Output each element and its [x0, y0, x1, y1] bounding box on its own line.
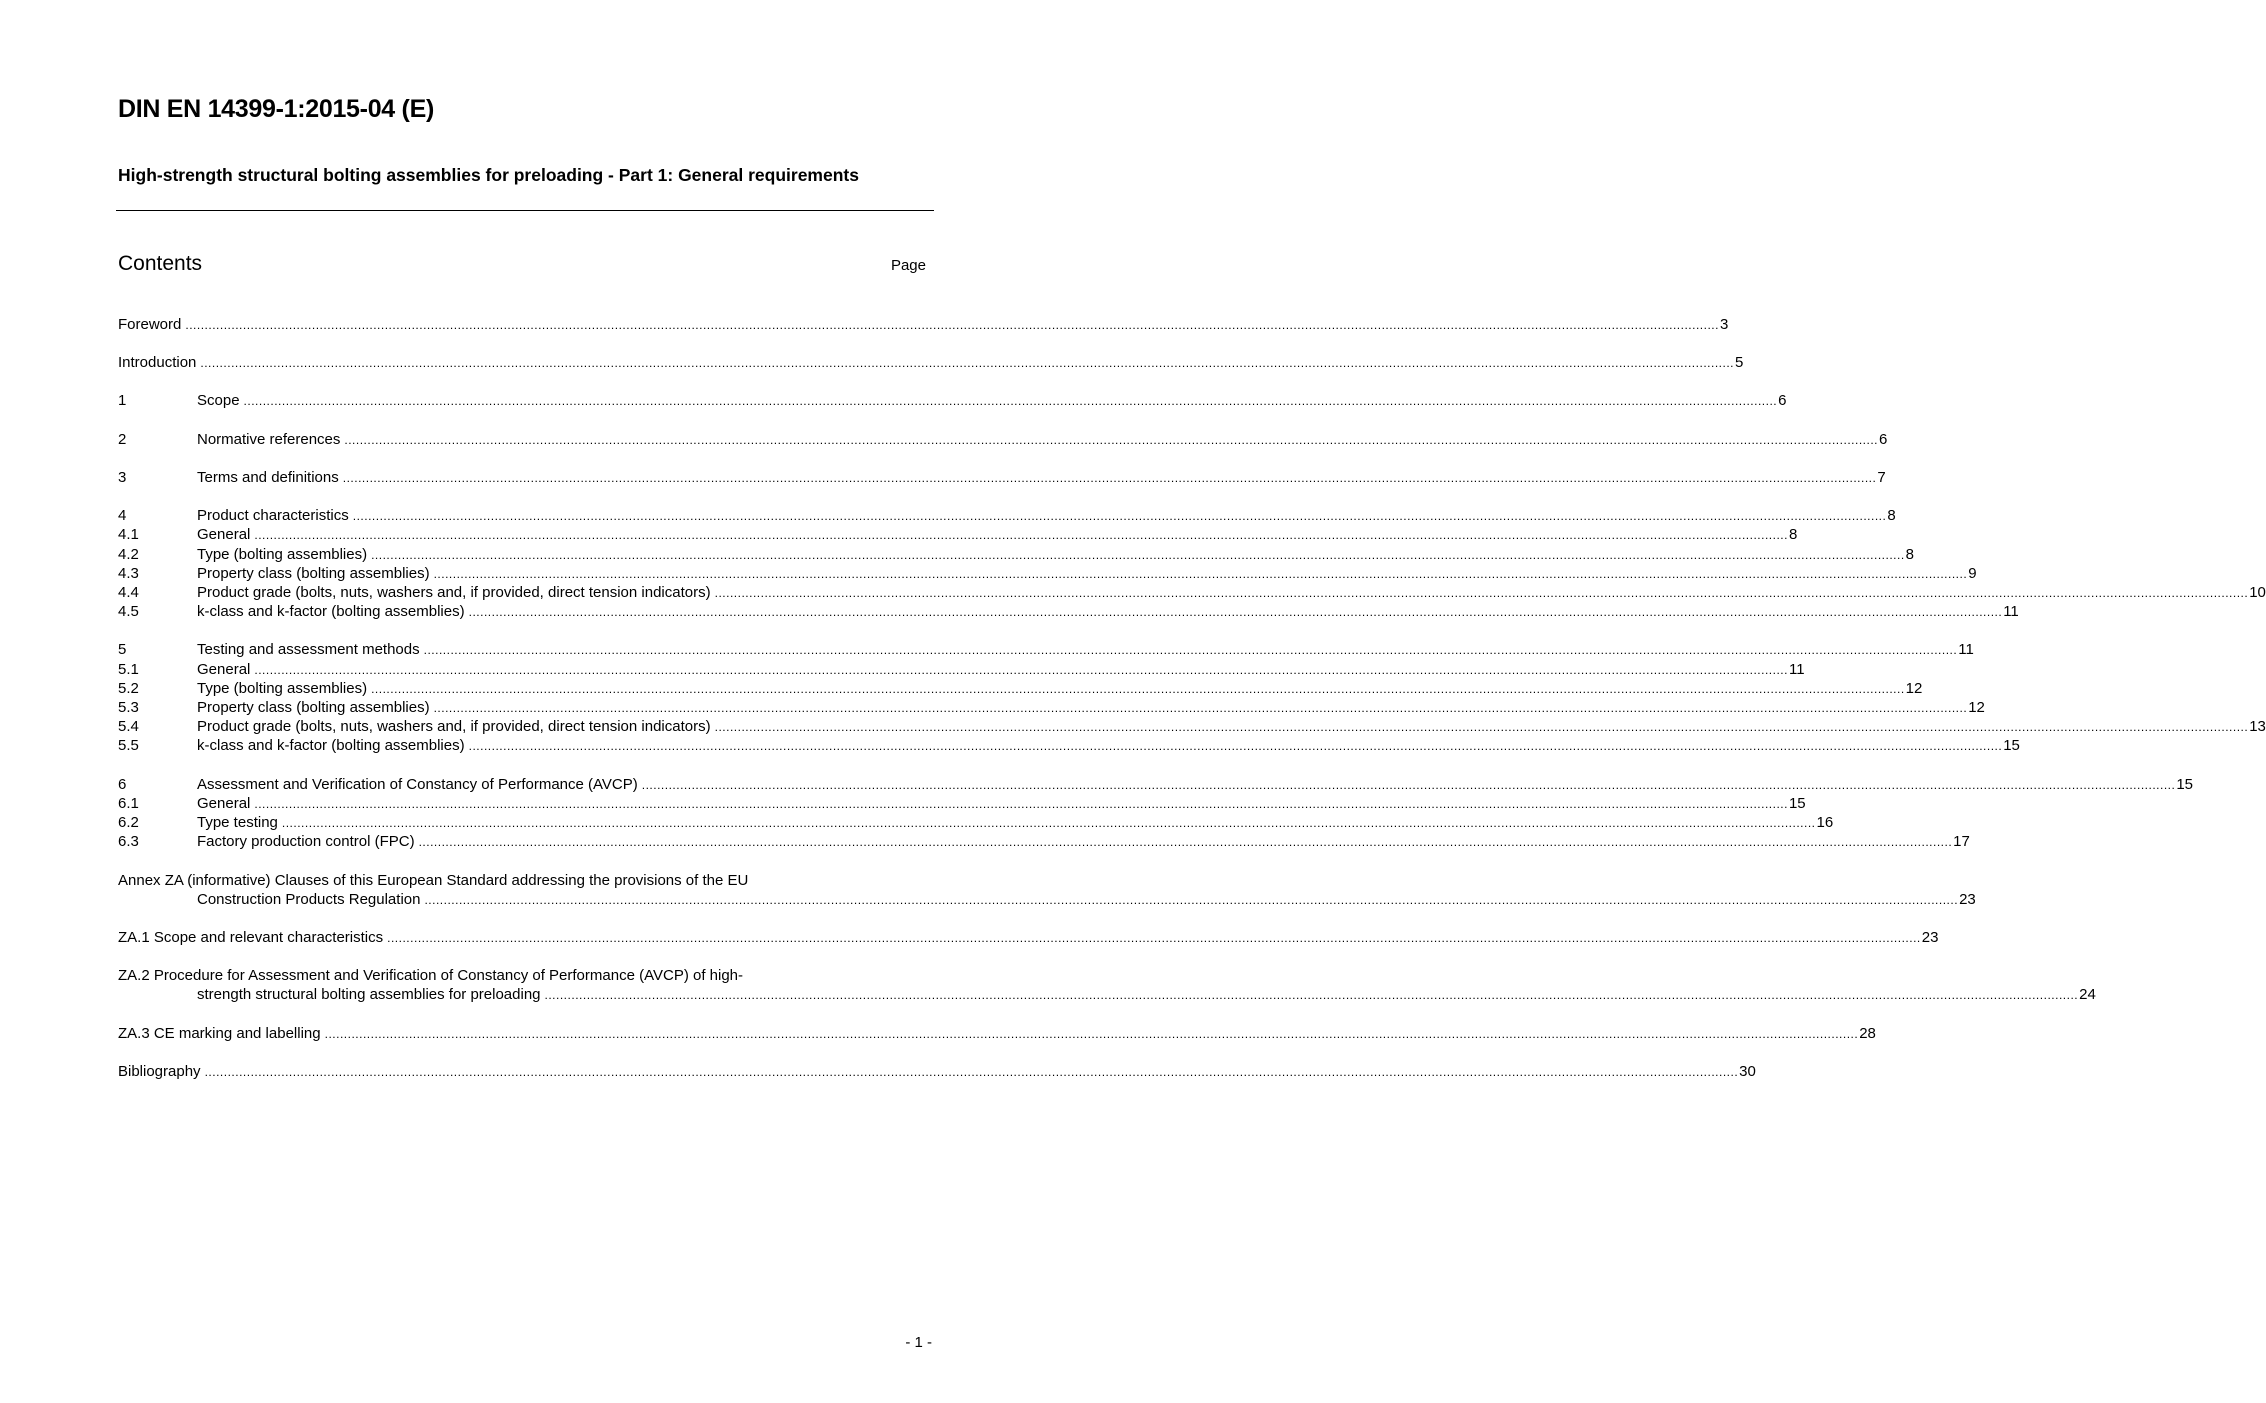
toc-entry-page: 3 [1719, 316, 1729, 333]
toc-entry-number: 5.5 [118, 737, 139, 754]
toc-entry-number: 4.2 [118, 546, 139, 563]
toc-leader-dots: ................................................................................................................................................................................................................................................................................................................................................................................................................ [344, 433, 1878, 447]
toc-entry-line [197, 698, 1985, 718]
toc-entry-line [118, 1062, 1756, 1082]
toc-entry-page: 24 [2079, 986, 2096, 1003]
toc-entry[interactable] [118, 679, 1923, 698]
toc-entry-line [118, 928, 1939, 948]
toc-entry-title: Construction Products Regulation [197, 890, 424, 909]
toc-entry[interactable] [118, 430, 1888, 449]
toc-entry-number: 4 [118, 507, 127, 524]
toc-entry-title: General [197, 660, 254, 679]
toc-entry[interactable] [118, 736, 2020, 755]
toc-entry-title: Property class (bolting assemblies) [197, 698, 434, 717]
toc-entry-page: 10 [2249, 584, 2266, 601]
toc-entry-title: Factory production control (FPC) [197, 832, 419, 851]
toc-entry-title: General [197, 525, 254, 544]
toc-entry-page: 11 [1788, 661, 1805, 678]
toc-entry-number: 5 [118, 641, 127, 658]
toc-entry-line [197, 583, 2266, 603]
toc-entry-page: 8 [1788, 526, 1798, 543]
toc-entry-page: 13 [2249, 718, 2266, 735]
toc-entry[interactable] [118, 468, 1886, 487]
toc-entry-line [197, 506, 1896, 526]
toc-entry-page: 11 [2003, 603, 2019, 620]
toc-entry[interactable] [118, 660, 1805, 679]
toc-entry-title: Normative references [197, 430, 344, 449]
toc-entry-line [197, 832, 1970, 852]
toc-entry-first-line: ZA.2 Procedure for Assessment and Verification of Constancy of Performance (AVCP) of high- [118, 967, 744, 984]
toc-entry-title: Product grade (bolts, nuts, washers and, if provided, direct tension indicators) [197, 583, 715, 602]
toc-leader-dots: ................................................................................................................................................................................................................................................................................................................................................................................................................ [641, 778, 2176, 792]
toc-entry-page: 12 [1905, 680, 1923, 697]
toc-entry-line [197, 717, 2266, 737]
toc-leader-dots: ................................................................................................................................................................................................................................................................................................................................................................................................................ [254, 663, 1788, 677]
toc-leader-dots: ................................................................................................................................................................................................................................................................................................................................................................................................................ [418, 835, 1953, 849]
toc-entry-line [118, 1024, 1876, 1044]
toc-entry-page: 15 [2003, 737, 2020, 754]
toc-entry-page: 12 [1968, 699, 1985, 716]
toc-entry[interactable] [118, 1024, 1876, 1043]
toc-entry-page: 23 [1921, 929, 1939, 946]
toc-entry-number: 2 [118, 431, 127, 448]
toc-entry-number: 4.4 [118, 584, 139, 601]
toc-entry-title: Product grade (bolts, nuts, washers and, if provided, direct tension indicators) [197, 717, 715, 736]
toc-leader-dots: ................................................................................................................................................................................................................................................................................................................................................................................................................ [371, 682, 1905, 696]
toc-entry-number: 6.2 [118, 814, 139, 831]
toc-entry[interactable] [118, 717, 2266, 736]
toc-entry-title: ZA.1 Scope and relevant characteristics [118, 928, 387, 947]
toc-entry-line [197, 602, 2019, 622]
toc-entry-page: 30 [1739, 1063, 1756, 1080]
toc-leader-dots: ................................................................................................................................................................................................................................................................................................................................................................................................................ [371, 548, 1905, 562]
toc-entry-number: 6 [118, 776, 127, 793]
document-id: DIN EN 14399-1:2015-04 (E) [118, 95, 434, 123]
toc-entry[interactable] [118, 890, 1976, 909]
toc-entry-title: ZA.3 CE marking and labelling [118, 1024, 325, 1043]
toc-leader-dots: ................................................................................................................................................................................................................................................................................................................................................................................................................ [387, 931, 1921, 945]
toc-leader-dots: ................................................................................................................................................................................................................................................................................................................................................................................................................ [324, 1027, 1859, 1041]
toc-leader-dots: ................................................................................................................................................................................................................................................................................................................................................................................................................ [468, 605, 2003, 619]
toc-entry-page: 8 [1905, 546, 1915, 563]
toc-entry-line [197, 794, 1806, 814]
toc-entry[interactable] [118, 775, 2194, 794]
toc-entry-title: Type testing [197, 813, 282, 832]
toc-entry-line [197, 985, 2096, 1005]
toc-leader-dots: ................................................................................................................................................................................................................................................................................................................................................................................................................ [243, 394, 1778, 408]
toc-entry-line [197, 890, 1976, 910]
toc-entry-page: 7 [1877, 469, 1886, 486]
toc-entry-title: Assessment and Verification of Constancy of Performance (AVCP) [197, 775, 642, 794]
toc-entry[interactable] [118, 602, 2019, 621]
toc-entry-number: 5.2 [118, 680, 139, 697]
toc-entry-title: Type (bolting assemblies) [197, 545, 371, 564]
toc-entry-title: Product characteristics [197, 506, 353, 525]
toc-entry-line [197, 813, 1834, 833]
toc-entry-page: 8 [1887, 507, 1896, 524]
toc-entry-number: 5.1 [118, 661, 139, 678]
toc-entry-title: k-class and k-factor (bolting assemblies) [197, 736, 469, 755]
toc-entry-first-line: Annex ZA (informative) Clauses of this European Standard addressing the provisions of the EU [118, 872, 749, 889]
toc-entry[interactable] [118, 583, 2266, 602]
toc-entry-page: 28 [1859, 1025, 1876, 1042]
toc-entry[interactable] [118, 1062, 1756, 1081]
toc-entry-line [197, 391, 1787, 411]
toc-entry[interactable] [118, 985, 2096, 1004]
toc-leader-dots: ................................................................................................................................................................................................................................................................................................................................................................................................................ [185, 318, 1719, 332]
toc-entry-line [197, 564, 1977, 584]
toc-leader-dots: ................................................................................................................................................................................................................................................................................................................................................................................................................ [468, 739, 2003, 753]
contents-heading: Contents [118, 252, 203, 275]
toc-leader-dots: ................................................................................................................................................................................................................................................................................................................................................................................................................ [342, 471, 1877, 485]
toc-entry-title: Bibliography [118, 1062, 205, 1081]
toc-entry-title: k-class and k-factor (bolting assemblies) [197, 602, 469, 621]
toc-entry[interactable] [118, 928, 1939, 947]
toc-entry-line [118, 315, 1729, 335]
toc-entry-line [197, 430, 1888, 450]
title-divider [116, 210, 934, 211]
toc-entry-title: Foreword [118, 315, 185, 334]
toc-entry-number: 3 [118, 469, 127, 486]
toc-entry[interactable] [118, 832, 1970, 851]
toc-leader-dots: ................................................................................................................................................................................................................................................................................................................................................................................................................ [544, 988, 2079, 1002]
toc-entry-line [197, 736, 2020, 756]
toc-entry-line [118, 353, 1744, 373]
toc-entry-page: 17 [1953, 833, 1970, 850]
toc-entry-number: 4.1 [118, 526, 139, 543]
toc-entry-page: 6 [1878, 431, 1888, 448]
toc-leader-dots: ................................................................................................................................................................................................................................................................................................................................................................................................................ [714, 720, 2249, 734]
toc-entry-page: 15 [1788, 795, 1806, 812]
toc-leader-dots: ................................................................................................................................................................................................................................................................................................................................................................................................................ [254, 528, 1788, 542]
page-column-label: Page [890, 257, 926, 274]
toc-entry-page: 15 [2176, 776, 2194, 793]
toc-entry-number: 1 [118, 392, 127, 409]
toc-entry[interactable] [118, 564, 1977, 583]
toc-entry-line [197, 660, 1805, 680]
toc-entry-title: Scope [197, 391, 244, 410]
toc-entry-page: 5 [1734, 354, 1744, 371]
toc-entry[interactable] [118, 794, 1806, 813]
toc-leader-dots: ................................................................................................................................................................................................................................................................................................................................................................................................................ [433, 701, 1968, 715]
toc-entry[interactable] [118, 698, 1985, 717]
toc-entry-number: 6.1 [118, 795, 139, 812]
toc-entry[interactable] [118, 506, 1896, 525]
toc-entry[interactable] [118, 545, 1915, 564]
toc-entry-page: 16 [1816, 814, 1834, 831]
toc-entry[interactable] [118, 391, 1787, 410]
toc-entry-title: Testing and assessment methods [197, 640, 424, 659]
toc-entry-title: strength structural bolting assemblies for preloading [197, 985, 545, 1004]
toc-leader-dots: ................................................................................................................................................................................................................................................................................................................................................................................................................ [714, 586, 2249, 600]
toc-entry-title: Type (bolting assemblies) [197, 679, 371, 698]
toc-entry-number: 5.3 [118, 699, 139, 716]
toc-entry-page: 11 [1958, 641, 1974, 658]
toc-entry-title: General [197, 794, 254, 813]
toc-leader-dots: ................................................................................................................................................................................................................................................................................................................................................................................................................ [352, 509, 1887, 523]
toc-entry-number: 4.5 [118, 603, 139, 620]
toc-entry-page: 23 [1959, 891, 1976, 908]
toc-entry-line [197, 640, 1974, 660]
toc-entry-line [197, 468, 1886, 488]
toc-entry[interactable] [118, 315, 1729, 334]
toc-entry[interactable] [118, 640, 1974, 659]
document-title: High-strength structural bolting assemblies for preloading - Part 1: General requirements [118, 165, 859, 185]
toc-entry-line [197, 545, 1915, 565]
toc-entry-title: Property class (bolting assemblies) [197, 564, 434, 583]
toc-entry-page: 6 [1778, 392, 1787, 409]
page-number: - 1 - [905, 1334, 932, 1351]
toc-entry-line [197, 525, 1798, 545]
toc-entry-number: 4.3 [118, 565, 139, 582]
toc-leader-dots: ................................................................................................................................................................................................................................................................................................................................................................................................................ [281, 816, 1816, 830]
toc-entry-line [197, 679, 1923, 699]
toc-leader-dots: ................................................................................................................................................................................................................................................................................................................................................................................................................ [254, 797, 1788, 811]
toc-leader-dots: ................................................................................................................................................................................................................................................................................................................................................................................................................ [424, 893, 1959, 907]
toc-leader-dots: ................................................................................................................................................................................................................................................................................................................................................................................................................ [433, 567, 1968, 581]
toc-entry[interactable] [118, 813, 1834, 832]
toc-entry-title: Terms and definitions [197, 468, 343, 487]
toc-entry-number: 5.4 [118, 718, 139, 735]
toc-entry-title: Introduction [118, 353, 200, 372]
toc-entry-line [197, 775, 2194, 795]
toc-entry[interactable] [118, 525, 1798, 544]
toc-entry[interactable] [118, 353, 1744, 372]
toc-leader-dots: ................................................................................................................................................................................................................................................................................................................................................................................................................ [200, 356, 1734, 370]
toc-leader-dots: ................................................................................................................................................................................................................................................................................................................................................................................................................ [204, 1065, 1739, 1079]
toc-entry-page: 9 [1968, 565, 1977, 582]
toc-entry-number: 6.3 [118, 833, 139, 850]
toc-leader-dots: ................................................................................................................................................................................................................................................................................................................................................................................................................ [423, 643, 1958, 657]
